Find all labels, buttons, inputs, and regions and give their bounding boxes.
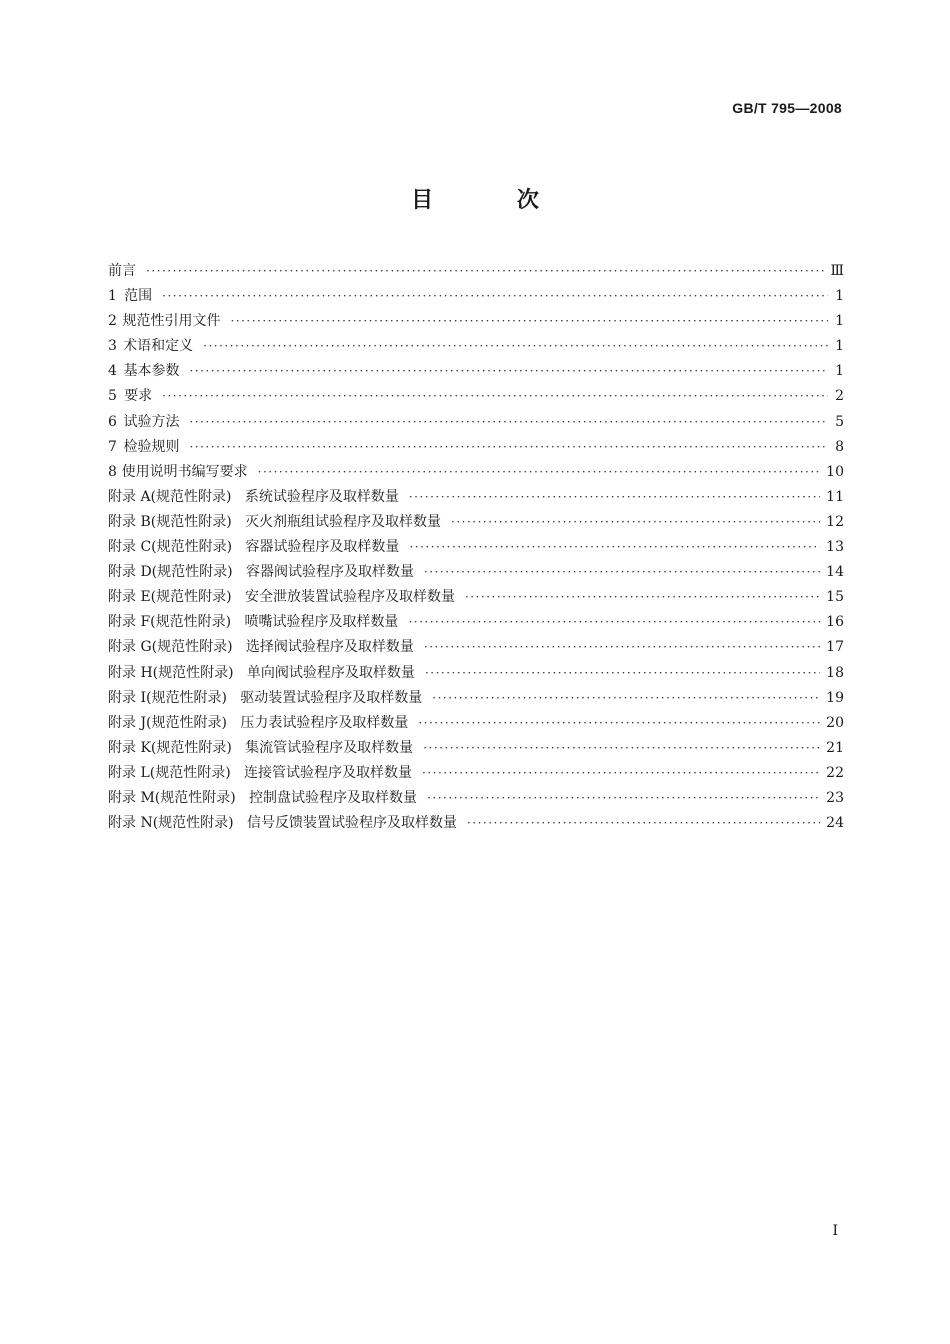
toc-dot-leader [162,284,828,309]
toc-entry-label: 附录 L(规范性附录) 连接管试验程序及取样数量 [108,764,413,781]
toc-entry[interactable] [108,359,844,384]
toc-entry-page: 11 [826,488,844,505]
toc-entry-number: 6 [108,413,117,430]
toc-dot-leader [465,585,820,610]
toc-entry[interactable] [108,334,844,359]
toc-dot-leader [451,510,820,535]
toc-entry-page: 2 [835,388,844,405]
toc-dot-leader [258,460,821,485]
toc-entry-page: 24 [826,815,844,832]
toc-entry-page: Ⅲ [830,263,844,279]
toc-entry[interactable] [108,585,844,610]
toc-entry[interactable] [108,811,844,836]
toc-entry-label: 附录 H(规范性附录) 单向阀试验程序及取样数量 [108,664,415,681]
toc-entry-label: 附录 J(规范性附录) 压力表试验程序及取样数量 [108,714,409,731]
toc-entry-label: 附录 G(规范性附录) 选择阀试验程序及取样数量 [108,639,414,656]
toc-dot-leader [409,485,820,510]
toc-dot-leader [422,761,820,786]
toc-entry[interactable] [108,560,844,585]
toc-dot-leader [189,435,828,460]
toc-dot-leader [409,535,820,560]
toc-entry-page: 13 [826,539,844,556]
toc-entry[interactable] [108,661,844,686]
toc-entry-page: 14 [826,564,844,581]
toc-entry-page: 5 [835,413,844,430]
toc-entry-label: 要求 [124,388,153,405]
toc-entry-page: 8 [835,438,844,455]
toc-dot-leader [230,309,828,334]
toc-entry-number: 3 [108,338,117,355]
toc-entry-label: 检验规则 [123,438,180,455]
table-of-contents [108,259,844,836]
toc-entry[interactable] [108,384,844,409]
toc-entry-number: 7 [108,438,117,455]
toc-entry[interactable] [108,535,844,560]
toc-entry-page: 17 [826,639,844,656]
toc-entry-number: 2 [108,313,117,330]
toc-entry-label: 附录 N(规范性附录) 信号反馈装置试验程序及取样数量 [108,815,457,832]
toc-entry-label: 附录 D(规范性附录) 容器阀试验程序及取样数量 [108,564,414,581]
toc-entry[interactable] [108,485,844,510]
page-title: 目 次 [411,188,577,213]
toc-entry-page: 10 [826,463,844,480]
toc-entry-page: 1 [835,313,844,330]
toc-entry-label: 附录 A(规范性附录) 系统试验程序及取样数量 [108,488,399,505]
toc-entry-label: 附录 B(规范性附录) 灭火剂瓶组试验程序及取样数量 [108,513,442,530]
toc-entry-number: 5 [108,388,117,405]
toc-entry-label: 附录 K(规范性附录) 集流管试验程序及取样数量 [108,739,414,756]
toc-entry[interactable] [108,711,844,736]
toc-entry-page: 19 [826,689,844,706]
toc-dot-leader [424,635,820,660]
toc-entry-label: 使用说明书编写要求 [121,463,248,480]
document-code: GB/T 795—2008 [732,100,842,116]
page-number: I [832,1223,838,1239]
toc-entry-page: 16 [826,614,844,631]
toc-entry[interactable] [108,610,844,635]
toc-entry-page: 20 [826,714,844,731]
toc-entry-number: 8 [108,463,117,480]
toc-entry[interactable] [108,309,844,334]
toc-entry[interactable] [108,460,844,485]
toc-entry[interactable] [108,686,844,711]
toc-entry[interactable] [108,635,844,660]
toc-entry-label: 附录 C(规范性附录) 容器试验程序及取样数量 [108,539,400,556]
toc-dot-leader [408,610,820,635]
toc-entry-label: 规范性引用文件 [122,313,221,330]
toc-entry-label: 附录 I(规范性附录) 驱动装置试验程序及取样数量 [108,689,423,706]
toc-entry-label: 范围 [124,288,153,305]
toc-entry-page: 21 [826,739,844,756]
toc-entry-page: 1 [835,288,844,305]
toc-entry-page: 1 [835,338,844,355]
toc-entry-page: 12 [826,513,844,530]
toc-entry-page: 23 [826,789,844,806]
toc-dot-leader [418,711,820,736]
toc-entry-label: 术语和定义 [123,338,194,355]
toc-entry-label: 附录 E(规范性附录) 安全泄放装置试验程序及取样数量 [108,589,455,606]
toc-dot-leader [189,359,828,384]
toc-entry[interactable] [108,435,844,460]
toc-entry[interactable] [108,786,844,811]
toc-entry-label: 基本参数 [123,363,180,380]
toc-entry[interactable] [108,410,844,435]
toc-dot-leader [189,410,828,435]
toc-entry[interactable] [108,510,844,535]
toc-entry-page: 15 [826,589,844,606]
toc-entry-number: 4 [108,363,117,380]
toc-entry[interactable] [108,259,844,284]
toc-dot-leader [432,686,820,711]
toc-entry-page: 1 [835,363,844,380]
toc-dot-leader [427,786,820,811]
toc-dot-leader [162,384,828,409]
toc-entry[interactable] [108,761,844,786]
toc-dot-leader [423,736,820,761]
toc-entry[interactable] [108,284,844,309]
toc-entry-label: 附录 F(规范性附录) 喷嘴试验程序及取样数量 [108,614,399,631]
toc-entry[interactable] [108,736,844,761]
toc-entry-number: 1 [108,288,117,305]
toc-dot-leader [424,560,820,585]
toc-dot-leader [467,811,820,836]
toc-dot-leader [203,334,828,359]
toc-entry-page: 18 [826,664,844,681]
toc-entry-label: 前言 [108,263,136,279]
toc-dot-leader [425,661,820,686]
toc-dot-leader [146,259,824,284]
toc-entry-page: 22 [826,764,844,781]
toc-entry-label: 试验方法 [123,413,180,430]
toc-entry-label: 附录 M(规范性附录) 控制盘试验程序及取样数量 [108,789,418,806]
